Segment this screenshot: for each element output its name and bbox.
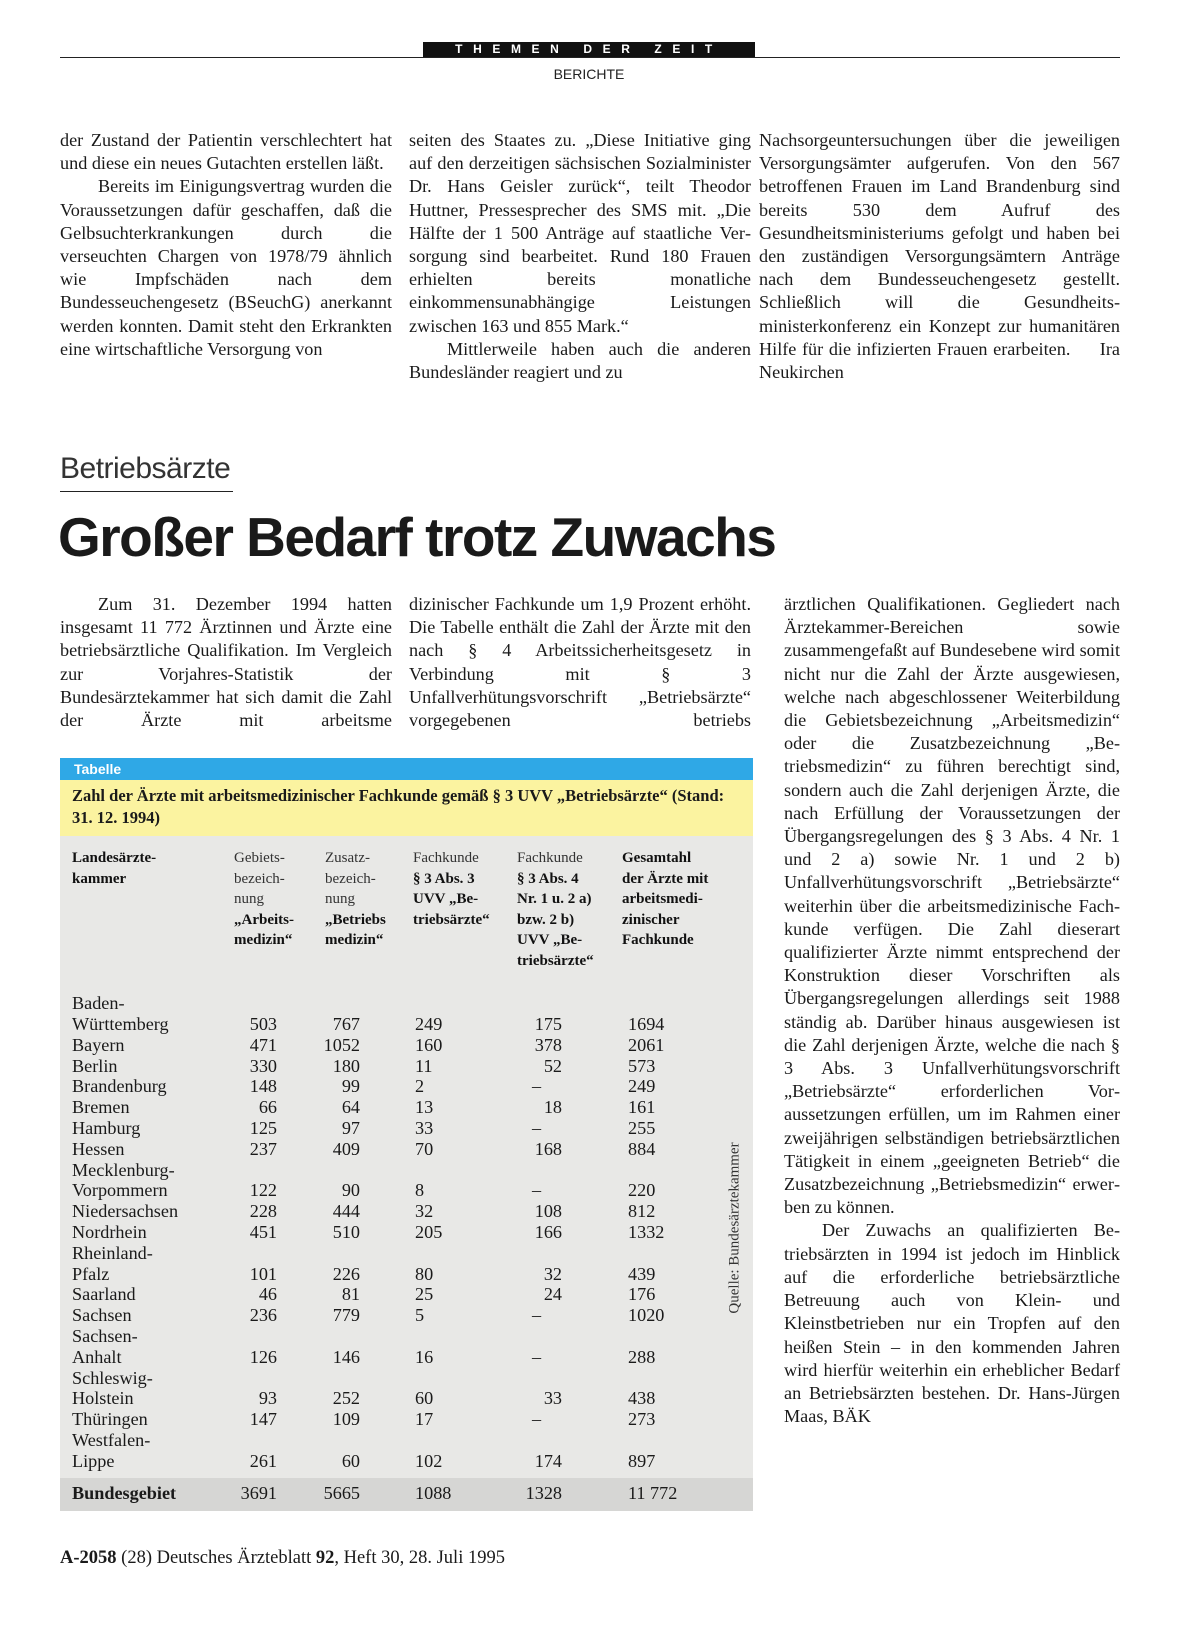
row-label: Pfalz bbox=[72, 1264, 110, 1284]
cell-abs4: 378 bbox=[534, 1035, 562, 1055]
cell-abs3: 13 bbox=[415, 1097, 434, 1117]
cell-abs3: 32 bbox=[415, 1201, 434, 1221]
cell-gebiet: 471 bbox=[249, 1035, 277, 1055]
header-line: Zusatz- bbox=[325, 850, 370, 866]
header-line: Nr. 1 u. 2 a) bbox=[517, 891, 592, 907]
header-line: „Betriebs bbox=[325, 911, 386, 928]
header-line: kammer bbox=[72, 870, 127, 887]
row-label: Hessen bbox=[72, 1139, 125, 1159]
cell-gebiet: 126 bbox=[249, 1347, 277, 1367]
header-line: nung bbox=[325, 891, 355, 907]
table-header-fachkunde-abs4 bbox=[517, 848, 594, 971]
total-abs4: 1328 bbox=[525, 1483, 562, 1503]
cell-zusatz: 409 bbox=[332, 1139, 360, 1159]
header-line: triebsärzte“ bbox=[517, 952, 594, 969]
row-label: Sachsen- bbox=[72, 1326, 138, 1346]
table-header-gesamt bbox=[622, 848, 708, 951]
table-caption: Zahl der Ärzte mit arbeitsmedizinischer Fachkunde gemäß § 3 UVV „Betriebsärzte“ (Stand: 31. 12. 1994) bbox=[72, 786, 725, 827]
row-label: Berlin bbox=[72, 1056, 118, 1076]
cell-gebiet: 451 bbox=[249, 1222, 277, 1242]
cell-abs4: – bbox=[532, 1118, 542, 1138]
header-line: UVV „Be- bbox=[517, 932, 583, 948]
row-label: Bayern bbox=[72, 1035, 125, 1055]
cell-abs4: 33 bbox=[543, 1388, 562, 1408]
cell-gesamt: 249 bbox=[628, 1076, 656, 1096]
section-label: Betriebsärzte bbox=[60, 452, 231, 485]
cell-gesamt: 255 bbox=[628, 1118, 656, 1138]
cell-zusatz: 226 bbox=[332, 1264, 360, 1284]
cell-gesamt: 1332 bbox=[628, 1222, 665, 1242]
cell-gebiet: 228 bbox=[249, 1201, 277, 1221]
header-line: Gebiets- bbox=[234, 850, 285, 866]
cell-zusatz: 64 bbox=[341, 1097, 360, 1117]
cell-gesamt: 2061 bbox=[628, 1035, 665, 1055]
cell-abs4: – bbox=[532, 1347, 542, 1367]
header-line: nung bbox=[234, 891, 264, 907]
row-label: Sachsen bbox=[72, 1305, 132, 1325]
cell-abs3: 160 bbox=[415, 1035, 443, 1055]
cell-gebiet: 46 bbox=[258, 1284, 277, 1304]
header-line: bezeich- bbox=[325, 870, 376, 887]
cell-zusatz: 146 bbox=[332, 1347, 360, 1367]
page-footer bbox=[60, 1548, 505, 1569]
header-line: arbeitsmedi- bbox=[622, 891, 703, 907]
header-line: Fachkunde bbox=[517, 850, 583, 866]
cell-gebiet: 122 bbox=[249, 1180, 277, 1200]
article-col3-para: ärztlichen Qualifikationen. Gegliedert nach Ärztekammer-Bereichen sowie zusammengefaßt auf Bundesebene wird somit nicht nur die Zahl der Ärzte ausgewiesen, welche nach abgeschlossener Weiterbildung die Gebietsbezeichnung „Arbeitsmedizin“ oder die Zusatzbezeichnung „Betriebsmedizin“ zu führen berechtigt sind, sondern auch die Zahl derjenigen Ärzte, die nach Erfüllung der Voraussetzungen der Übergangsregelungen des § 3 Abs. 4 Nr. 1 und 2 a) sowie Nr. 1 und 2 b) Unfallverhütungsvorschrift „Betriebsärzte“ weiterhin über die arbeitsmedizinische Fachkunde verfügen. Die Zahl dieserart qualifizierter Ärzte nimmt entsprechend der Konstruktion dieser Vorschriften als Übergangsregelungen allerdings seit 1988 ständig ab. Darüber hinaus ausgewiesen ist die Zahl derjenigen Ärzte, welche die nach § 3 Abs. 3 Unfallverhütungsvorschrift „Betriebsärzte“ erforderlichen Voraussetzungen erfüllen, um im Rahmen einer zweijährigen selbständigen betriebsärztlichen Tätigkeit in einem „geeigneten Betrieb“ die Zusatzbezeichnung „Betriebsmedizin“ erwerben zu können. bbox=[784, 594, 1120, 1218]
cell-gesamt: 573 bbox=[628, 1056, 656, 1076]
cell-gebiet: 236 bbox=[249, 1305, 277, 1325]
total-label: Bundesgebiet bbox=[72, 1483, 177, 1503]
cell-abs4: – bbox=[532, 1180, 542, 1200]
table-header-fachkunde-abs3 bbox=[413, 848, 490, 930]
cell-gesamt: 1694 bbox=[628, 1014, 665, 1034]
cell-abs4: 52 bbox=[543, 1056, 562, 1076]
footer-volume: 92 bbox=[315, 1548, 335, 1568]
cell-abs4: 18 bbox=[543, 1097, 562, 1117]
cell-abs3: 60 bbox=[415, 1388, 434, 1408]
article-col3-para: Der Zuwachs an qualifizierten Betriebsärzten in 1994 ist jedoch im Hinblick auf die erforderliche betriebsärztliche Betreuung auch von Klein- und Kleinstbetrieben nur ein Tropfen auf den heißen Stein – in den kommenden Jahren wird hierfür weiterhin ein erheblicher Bedarf an Betriebsärzten bestehen. Dr. Hans-Jürgen Maas, BÄK bbox=[784, 1220, 1120, 1427]
row-label: Holstein bbox=[72, 1388, 134, 1408]
cell-abs4: 32 bbox=[543, 1264, 562, 1284]
cell-gesamt: 161 bbox=[628, 1097, 656, 1117]
cell-abs3: 205 bbox=[415, 1222, 443, 1242]
header-line: Fachkunde bbox=[622, 932, 694, 948]
row-label: Mecklenburg- bbox=[72, 1160, 175, 1180]
header-line: § 3 Abs. 3 bbox=[413, 870, 475, 887]
header-line: bzw. 2 b) bbox=[517, 911, 575, 928]
cell-zusatz: 444 bbox=[332, 1201, 360, 1221]
cell-abs3: 33 bbox=[415, 1118, 434, 1138]
header-line: Landesärzte- bbox=[72, 850, 157, 866]
table-label: Tabelle bbox=[74, 761, 122, 777]
row-label: Niedersachsen bbox=[72, 1201, 179, 1221]
cell-zusatz: 90 bbox=[341, 1180, 360, 1200]
row-label: Baden- bbox=[72, 993, 125, 1013]
table-header-zusatz bbox=[325, 848, 386, 951]
cell-zusatz: 180 bbox=[332, 1056, 360, 1076]
article-headline: Großer Bedarf trotz Zuwachs bbox=[58, 506, 776, 568]
cell-gesamt: 812 bbox=[628, 1201, 656, 1221]
cell-zusatz: 97 bbox=[341, 1118, 360, 1138]
row-label: Bremen bbox=[72, 1097, 130, 1117]
header-line: bezeich- bbox=[234, 870, 285, 887]
top-col2-para: Mittlerweile haben auch die anderen Bundesländer reagiert und zu bbox=[409, 338, 751, 383]
total-zusatz: 5665 bbox=[323, 1483, 360, 1503]
cell-abs3: 16 bbox=[415, 1347, 434, 1367]
top-col1-para: der Zustand der Patientin verschlechtert hat und diese ein neues Gutachten erstellen läßt. bbox=[60, 130, 392, 174]
table-label-bar bbox=[60, 758, 753, 780]
cell-abs4: 175 bbox=[534, 1014, 562, 1034]
row-label: Anhalt bbox=[72, 1347, 122, 1367]
cell-gebiet: 66 bbox=[258, 1097, 277, 1117]
cell-gesamt: 220 bbox=[628, 1180, 656, 1200]
section-band: THEMEN DER ZEIT bbox=[423, 42, 755, 57]
cell-gebiet: 125 bbox=[249, 1118, 277, 1138]
cell-gebiet: 237 bbox=[249, 1139, 277, 1159]
row-label: Saarland bbox=[72, 1284, 136, 1304]
cell-abs3: 249 bbox=[415, 1014, 443, 1034]
row-label: Brandenburg bbox=[72, 1076, 167, 1096]
article-column-1 bbox=[60, 593, 392, 732]
cell-abs3: 11 bbox=[415, 1056, 433, 1076]
row-label: Schleswig- bbox=[72, 1368, 153, 1388]
row-label: Nordrhein bbox=[72, 1222, 147, 1242]
cell-abs4: 168 bbox=[534, 1139, 562, 1159]
article-col2-para: dizinischer Fachkunde um 1,9 Prozent erhöht. Die Tabelle enthält die Zahl der Ärzte mit den nach § 4 Arbeitssicherheitsgesetz in Verbindung mit § 3 Unfallverhütungsvorschrift „Betriebsärzte“ vorgegebenen betriebs bbox=[409, 594, 751, 731]
cell-abs4: 166 bbox=[534, 1222, 562, 1242]
article-col1-para: Zum 31. Dezember 1994 hatten insgesamt 11 772 Ärztinnen und Ärzte eine betriebsärztliche Qualifikation. Im Vergleich zur Vorjahres-Statistik der Bundesärztekammer hat sich damit die Zahl der Ärzte mit arbeitsme bbox=[60, 594, 392, 731]
header-line: Gesamtahl bbox=[622, 850, 692, 866]
cell-gebiet: 101 bbox=[249, 1264, 277, 1284]
header-line: Fachkunde bbox=[413, 850, 479, 866]
total-gesamt: 11 772 bbox=[628, 1483, 678, 1503]
table-header-land bbox=[72, 848, 156, 889]
row-label: Westfalen- bbox=[72, 1430, 151, 1450]
cell-gesamt: 273 bbox=[628, 1409, 656, 1429]
cell-abs3: 2 bbox=[415, 1076, 425, 1096]
cell-abs4: 24 bbox=[543, 1284, 562, 1304]
cell-zusatz: 60 bbox=[341, 1451, 360, 1471]
footer-journal: (28) Deutsches Ärzteblatt bbox=[116, 1548, 316, 1568]
row-label: Thüringen bbox=[72, 1409, 148, 1429]
cell-abs3: 8 bbox=[415, 1180, 425, 1200]
cell-gesamt: 288 bbox=[628, 1347, 656, 1367]
cell-abs3: 80 bbox=[415, 1264, 434, 1284]
cell-zusatz: 779 bbox=[332, 1305, 360, 1325]
section-subtitle: BERICHTE bbox=[553, 66, 625, 82]
cell-zusatz: 252 bbox=[332, 1388, 360, 1408]
header-line: triebsärzte“ bbox=[413, 911, 490, 928]
cell-gebiet: 330 bbox=[249, 1056, 277, 1076]
header-line: der Ärzte mit bbox=[622, 870, 709, 887]
cell-zusatz: 99 bbox=[341, 1076, 360, 1096]
cell-zusatz: 767 bbox=[332, 1014, 360, 1034]
total-abs3: 1088 bbox=[415, 1483, 452, 1503]
cell-abs4: – bbox=[532, 1076, 542, 1096]
header-line: zinischer bbox=[622, 911, 680, 928]
cell-zusatz: 109 bbox=[332, 1409, 360, 1429]
cell-abs4: 108 bbox=[534, 1201, 562, 1221]
top-col1-para: Bereits im Einigungsvertrag wurden die Voraussetzungen dafür geschaffen, daß die Gelbsuchterkrankungen durch die verseuchten Chargen von 1978/79 ähnlich wie Impfschäden nach dem Bundesseuchengesetz (BSeuchG) anerkannt werden konnten. Damit steht den Erkrankten eine wirtschaftliche Versorgung von bbox=[60, 176, 392, 359]
row-label: Württemberg bbox=[72, 1014, 169, 1034]
cell-zusatz: 510 bbox=[332, 1222, 360, 1242]
total-gebiet: 3691 bbox=[240, 1483, 277, 1503]
article-column-2 bbox=[409, 593, 751, 732]
section-underline bbox=[60, 491, 233, 492]
header-line: § 3 Abs. 4 bbox=[517, 870, 579, 887]
cell-abs3: 70 bbox=[415, 1139, 434, 1159]
top-column-1 bbox=[60, 129, 392, 361]
cell-gebiet: 147 bbox=[249, 1409, 277, 1429]
cell-abs3: 25 bbox=[415, 1284, 434, 1304]
cell-abs3: 5 bbox=[415, 1305, 425, 1325]
header-line: medizin“ bbox=[325, 932, 384, 948]
row-label: Hamburg bbox=[72, 1118, 141, 1138]
cell-zusatz: 81 bbox=[341, 1284, 360, 1304]
cell-zusatz: 1052 bbox=[323, 1035, 360, 1055]
cell-gebiet: 503 bbox=[249, 1014, 277, 1034]
header-rule bbox=[60, 57, 1120, 58]
cell-gesamt: 439 bbox=[628, 1264, 656, 1284]
cell-gesamt: 884 bbox=[628, 1139, 656, 1159]
cell-gesamt: 897 bbox=[628, 1451, 656, 1471]
footer-issue: , Heft 30, 28. Juli 1995 bbox=[334, 1548, 505, 1568]
cell-gebiet: 148 bbox=[249, 1076, 277, 1096]
row-label: Vorpommern bbox=[72, 1180, 168, 1200]
top-col2-para: seiten des Staates zu. „Diese Initiative ging auf den derzeitigen sächsischen Sozialminister Dr. Hans Geisler zurück“, teilt Theodor Huttner, Pressesprecher des SMS mit. „Die Hälfte der 1 500 Anträge auf staatliche Versorgung sind bearbeitet. Rund 180 Frauen erhielten bereits monatliche einkommensunabhängige Leistungen zwischen 163 und 855 Mark.“ bbox=[409, 130, 751, 336]
header-line: medizin“ bbox=[234, 932, 293, 948]
page-number: A-2058 bbox=[60, 1548, 117, 1568]
top-col3-para: Nachsorgeuntersuchungen über die jeweiligen Versorgungsämter aufgerufen. Von den 567 betroffenen Frauen im Land Brandenburg sind bereits 530 dem Aufruf des Gesundheitsministeriums gefolgt und haben bei den zuständigen Versorgungsämtern Anträge nach dem Bundesseuchengesetz gestellt. Schließlich will die Gesundheitsministerkonferenz ein Konzept zur humanitären Hilfe für die infizierten Frauen erarbeiten. Ira Neukirchen bbox=[759, 130, 1120, 383]
cell-gesamt: 176 bbox=[628, 1284, 656, 1304]
top-column-2 bbox=[409, 129, 751, 384]
cell-gesamt: 438 bbox=[628, 1388, 656, 1408]
article-column-3 bbox=[784, 593, 1120, 1428]
table-source: Quelle: Bundesärztekammer bbox=[726, 1142, 743, 1314]
row-label: Lippe bbox=[72, 1451, 115, 1471]
cell-gebiet: 261 bbox=[249, 1451, 277, 1471]
cell-abs4: 174 bbox=[534, 1451, 562, 1471]
cell-abs3: 102 bbox=[415, 1451, 443, 1471]
cell-abs4: – bbox=[532, 1409, 542, 1429]
cell-abs3: 17 bbox=[415, 1409, 434, 1429]
table-header-gebiet bbox=[234, 848, 294, 951]
header-line: UVV „Be- bbox=[413, 891, 479, 907]
table-total-row bbox=[60, 1478, 753, 1511]
cell-gebiet: 93 bbox=[258, 1388, 277, 1408]
cell-gesamt: 1020 bbox=[628, 1305, 665, 1325]
top-column-3 bbox=[759, 129, 1120, 384]
header-line: „Arbeits- bbox=[234, 911, 294, 928]
row-label: Rheinland- bbox=[72, 1243, 153, 1263]
cell-abs4: – bbox=[532, 1305, 542, 1325]
